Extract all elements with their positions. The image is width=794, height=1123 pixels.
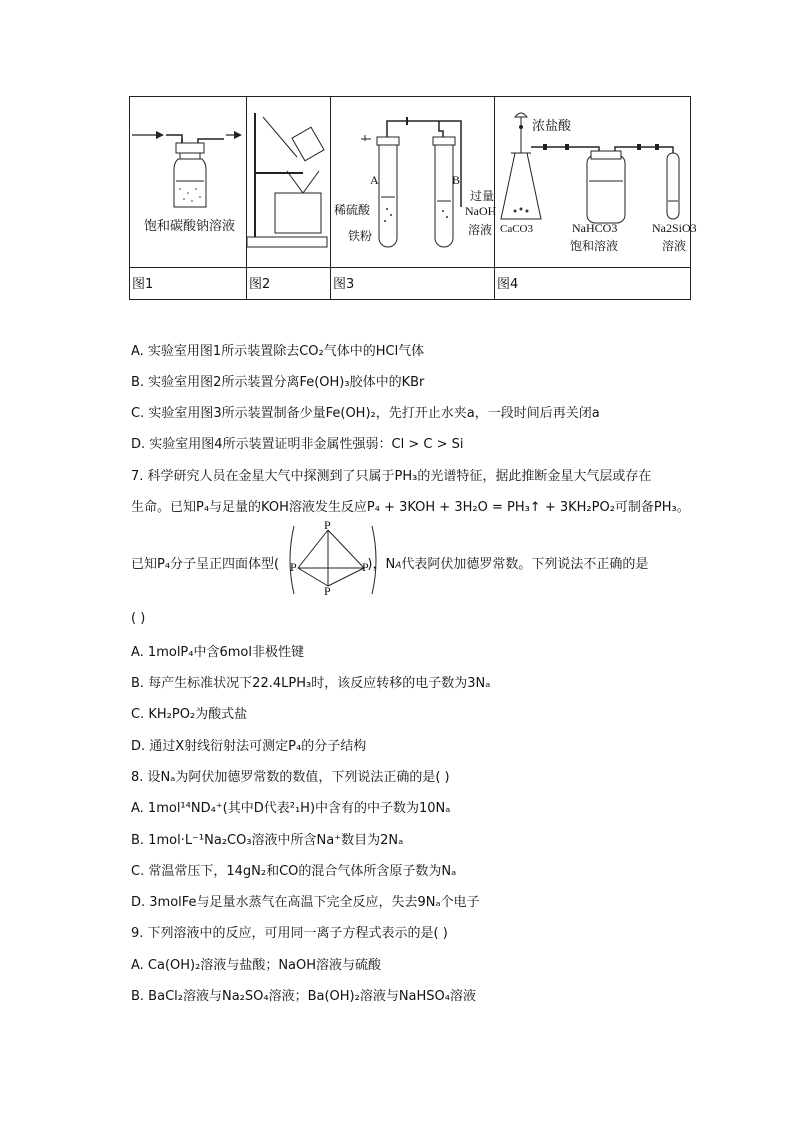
q7-option-c: C. KH₂PO₂为酸式盐 (131, 707, 248, 722)
q8-stem: 8. 设Nₐ为阿伏加德罗常数的数值，下列说法正确的是( ) (131, 770, 450, 785)
q8-option-b: B. 1mol·L⁻¹Na₂CO₃溶液中所含Na⁺数目为2Nₐ (131, 833, 404, 848)
fig3-label-iron: 铁粉 (348, 229, 373, 243)
fig4-label-nahco3: NaHCO3 (572, 221, 618, 235)
q7-stem-line2: 生命。已知P₄与足量的KOH溶液发生反应P₄ + 3KOH + 3H₂O = PH₃↑ + 3KH₂PO₂可制备PH₃。 (131, 500, 690, 515)
p-atom-left: P (290, 560, 297, 574)
fig3-label-b: B (452, 173, 461, 187)
q7-stem-line1: 7. 科学研究人员在金星大气中探测到了只属于PH₃的光谱特征，据此推断金星大气层或存在 (131, 469, 652, 484)
p-atom-right: P (362, 560, 369, 574)
q7-line3-pre: 已知P₄分子呈正四面体型( (131, 557, 280, 572)
fig3-label-solution: 溶液 (468, 223, 493, 237)
divider (130, 267, 690, 268)
fig4-label-sat-sol: 饱和溶液 (570, 239, 619, 253)
p-atom-bottom: P (324, 584, 331, 598)
caption-fig3: 图3 (333, 277, 355, 292)
q8-option-d: D. 3molFe与足量水蒸气在高温下完全反应，失去9Nₐ个电子 (131, 895, 480, 910)
q6-option-c: C. 实验室用图3所示装置制备少量Fe(OH)₂，先打开止水夹a，一段时间后再关闭a (131, 406, 600, 421)
q7-line3-tail: 代表阿伏加德罗常数。下列说法不正确的是 (401, 557, 649, 572)
fig4-label-nasio: Na2SiO3 (652, 221, 697, 235)
q9-stem: 9. 下列溶液中的反应，可用同一离子方程式表示的是( ) (131, 926, 448, 941)
fig4-label-caco3: CaCO3 (500, 223, 533, 235)
q7-option-a: A. 1molP₄中含6mol非极性键 (131, 645, 304, 660)
figure-2-filtration (247, 97, 330, 267)
q6-option-d: D. 实验室用图4所示装置证明非金属性强弱：Cl > C > Si (131, 437, 464, 452)
q6-option-b: B. 实验室用图2所示装置分离Fe(OH)₃胶体中的KBr (131, 375, 425, 390)
q8-option-a: A. 1mol¹⁴ND₄⁺(其中D代表²₁H)中含有的中子数为10Nₐ (131, 801, 451, 816)
fig4-label-hcl: 浓盐酸 (532, 119, 572, 134)
q9-option-a: A. Ca(OH)₂溶液与盐酸；NaOH溶液与硫酸 (131, 958, 382, 973)
q6-option-a: A. 实验室用图1所示装置除去CO₂气体中的HCl气体 (131, 344, 425, 359)
figure-table (129, 96, 697, 300)
p-atom-top: P (324, 518, 331, 532)
q7-answer-bracket: ( ) (131, 611, 146, 626)
fig3-label-excess: 过量 (470, 189, 495, 203)
q7-line3-post: )，N (367, 557, 396, 572)
fig1-label: 饱和碳酸钠溶液 (144, 219, 236, 234)
q8-option-c: C. 常温常压下，14gN₂和CO的混合气体所含原子数为Nₐ (131, 864, 457, 879)
fig4-label-sol: 溶液 (662, 239, 687, 253)
fig3-label-naoh: NaOH (465, 204, 497, 218)
caption-fig4: 图4 (497, 277, 519, 292)
figure-1-wash-bottle (130, 97, 246, 267)
fig3-label-acid: 稀硫酸 (334, 203, 371, 217)
q7-option-d: D. 通过X射线衍射法可测定P₄的分子结构 (131, 739, 367, 754)
fig3-label-a: A (370, 173, 379, 187)
q7-stem-line3: 已知P₄分子呈正四面体型( )，NA代表阿伏加德罗常数。下列说法不正确的是 (131, 557, 649, 572)
caption-fig2: 图2 (249, 277, 271, 292)
q9-option-b: B. BaCl₂溶液与Na₂SO₄溶液；Ba(OH)₂溶液与NaHSO₄溶液 (131, 989, 476, 1004)
caption-fig1: 图1 (132, 277, 154, 292)
q7-option-b: B. 每产生标准状况下22.4LPH₃时，该反应转移的电子数为3Nₐ (131, 676, 491, 691)
